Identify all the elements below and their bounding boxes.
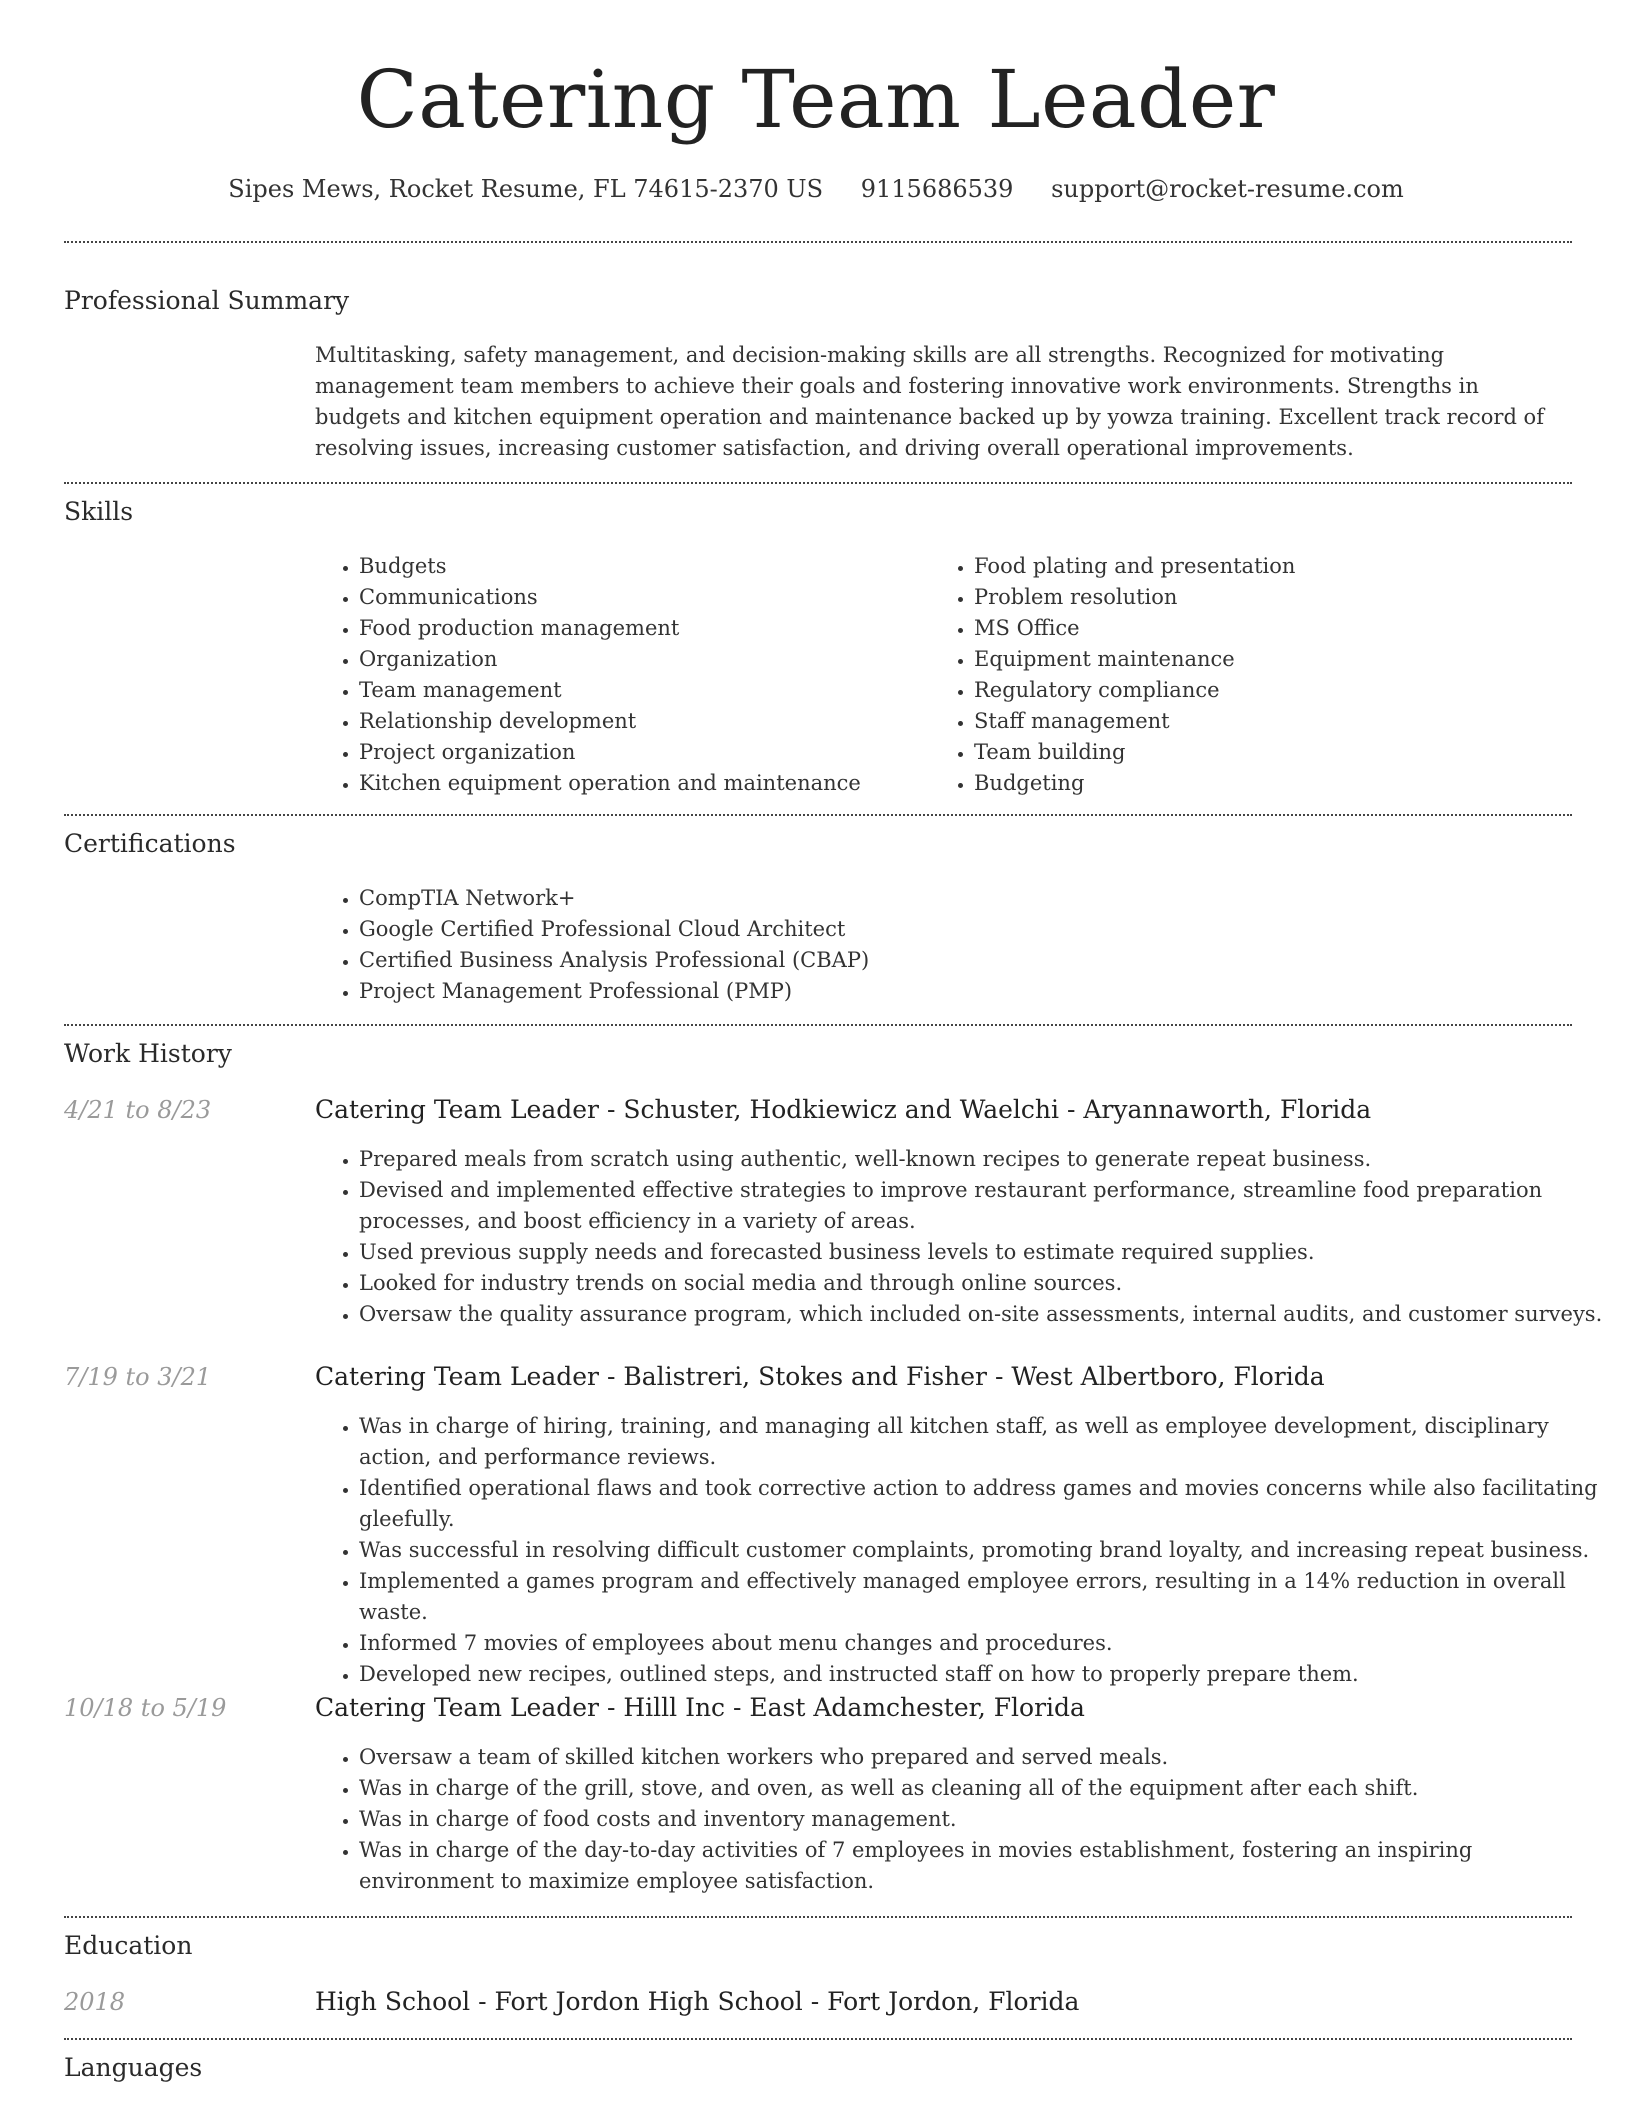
- list-item: • Team building: [974, 737, 1534, 768]
- contact-address: Sipes Mews, Rocket Resume, FL 74615-2370 US: [228, 175, 824, 203]
- list-item: • Was in charge of the day-to-day activities of 7 employees in movies establishment, fostering an inspiring environment to maximize employee satisfaction.: [359, 1835, 1611, 1897]
- job-dates: 10/18 to 5/19: [64, 1694, 227, 1722]
- section-divider: [64, 482, 1572, 484]
- education-date: 2018: [64, 1988, 126, 2016]
- list-item: • Oversaw the quality assurance program, which included on-site assessments, internal audits, and customer surveys.: [359, 1299, 1611, 1330]
- section-divider: [64, 1024, 1572, 1026]
- list-item: • Organization: [359, 644, 919, 675]
- contact-email: support@rocket-resume.com: [1051, 175, 1404, 203]
- list-item: • Was in charge of food costs and inventory management.: [359, 1804, 1611, 1835]
- job-bullets: [315, 1144, 1611, 1330]
- list-item: • Food production management: [359, 613, 919, 644]
- contact-line: [0, 170, 1632, 208]
- contact-phone: 9115686539: [860, 175, 1014, 203]
- section-divider: [64, 2038, 1572, 2040]
- list-item: • Relationship development: [359, 706, 919, 737]
- resume-title: Catering Team Leader: [356, 53, 1276, 146]
- section-divider: [64, 814, 1572, 816]
- list-item: • Implemented a games program and effectively managed employee errors, resulting in a 14% reduction in overall waste.: [359, 1566, 1611, 1628]
- section-title-languages: Languages: [64, 2053, 203, 2082]
- job-heading: Catering Team Leader - Balistreri, Stokes and Fisher - West Albertboro, Florida: [315, 1362, 1325, 1391]
- list-item: • Was in charge of hiring, training, and managing all kitchen staff, as well as employee development, disciplinary action, and performance reviews.: [359, 1411, 1611, 1473]
- list-item: • Google Certified Professional Cloud Architect: [359, 914, 1559, 945]
- list-item: • Communications: [359, 582, 919, 613]
- section-title-summary: Professional Summary: [64, 286, 350, 315]
- list-item: • Oversaw a team of skilled kitchen workers who prepared and served meals.: [359, 1742, 1611, 1773]
- job-heading: Catering Team Leader - Hilll Inc - East Adamchester, Florida: [315, 1693, 1085, 1722]
- section-divider: [64, 1916, 1572, 1918]
- list-item: • Used previous supply needs and forecasted business levels to estimate required supplies.: [359, 1237, 1611, 1268]
- list-item: • CompTIA Network+: [359, 883, 1559, 914]
- skills-list-right: [930, 551, 1534, 799]
- list-item: • Budgeting: [974, 768, 1534, 799]
- job-heading: Catering Team Leader - Schuster, Hodkiewicz and Waelchi - Aryannaworth, Florida: [315, 1095, 1372, 1124]
- list-item: • Budgets: [359, 551, 919, 582]
- list-item: • Team management: [359, 675, 919, 706]
- list-item: • Project Management Professional (PMP): [359, 976, 1559, 1007]
- list-item: • Looked for industry trends on social media and through online sources.: [359, 1268, 1611, 1299]
- section-title-education: Education: [64, 1931, 193, 1960]
- section-title-certifications: Certifications: [64, 829, 236, 858]
- list-item: • MS Office: [974, 613, 1534, 644]
- list-item: • Problem resolution: [974, 582, 1534, 613]
- list-item: • Food plating and presentation: [974, 551, 1534, 582]
- job-dates: 4/21 to 8/23: [64, 1096, 212, 1124]
- job-bullets: [315, 1411, 1611, 1690]
- section-title-work-history: Work History: [64, 1039, 232, 1068]
- list-item: • Developed new recipes, outlined steps, and instructed staff on how to properly prepare them.: [359, 1659, 1611, 1690]
- skills-list-left: [315, 551, 919, 799]
- list-item: • Project organization: [359, 737, 919, 768]
- list-item: • Staff management: [974, 706, 1534, 737]
- section-title-skills: Skills: [64, 497, 134, 526]
- list-item: • Kitchen equipment operation and maintenance: [359, 768, 919, 799]
- job-dates: 7/19 to 3/21: [64, 1363, 212, 1391]
- list-item: • Was in charge of the grill, stove, and oven, as well as cleaning all of the equipment after each shift.: [359, 1773, 1611, 1804]
- summary-text: Multitasking, safety management, and decision-making skills are all strengths. Recognized for motivating management team members to achieve their goals and fostering innovative work environments. Strengths in budgets and kitchen equipment operation and maintenance backed up by yowza training. Excellent track record of resolving issues, increasing customer satisfaction, and driving overall operational improvements.: [315, 343, 1544, 460]
- certifications-list: [315, 883, 1559, 1007]
- list-item: • Prepared meals from scratch using authentic, well-known recipes to generate repeat business.: [359, 1144, 1611, 1175]
- job-bullets: [315, 1742, 1611, 1897]
- list-item: • Certified Business Analysis Professional (CBAP): [359, 945, 1559, 976]
- education-heading: High School - Fort Jordon High School - Fort Jordon, Florida: [315, 1987, 1080, 2016]
- list-item: • Informed 7 movies of employees about menu changes and procedures.: [359, 1628, 1611, 1659]
- list-item: • Was successful in resolving difficult customer complaints, promoting brand loyalty, and increasing repeat business.: [359, 1535, 1611, 1566]
- section-divider: [64, 241, 1572, 243]
- list-item: • Equipment maintenance: [974, 644, 1534, 675]
- list-item: • Regulatory compliance: [974, 675, 1534, 706]
- list-item: • Devised and implemented effective strategies to improve restaurant performance, streamline food preparation processes, and boost efficiency in a variety of areas.: [359, 1175, 1611, 1237]
- list-item: • Identified operational flaws and took corrective action to address games and movies concerns while also facilitating gleefully.: [359, 1473, 1611, 1535]
